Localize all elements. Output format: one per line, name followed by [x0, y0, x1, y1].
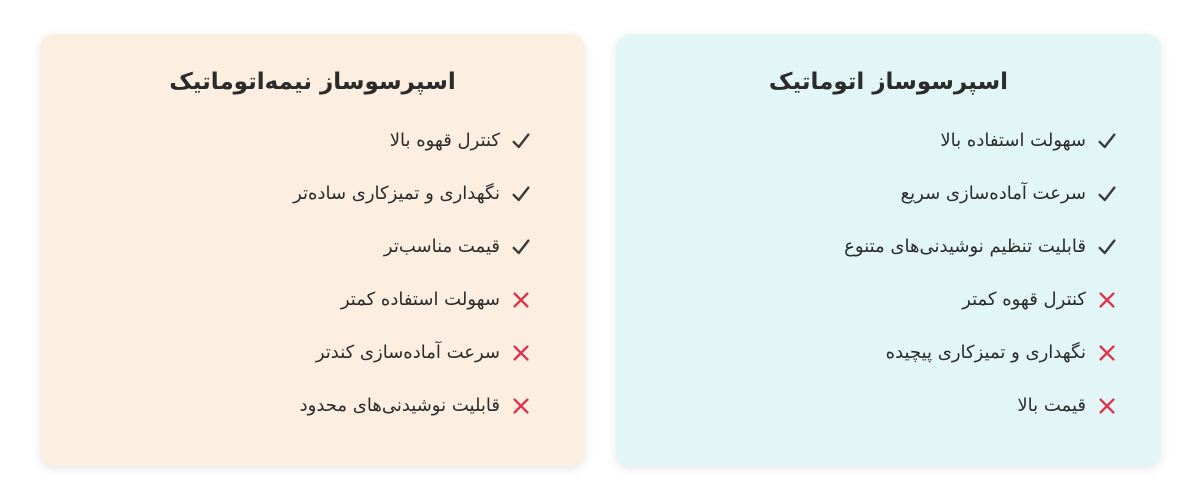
cross-icon	[1096, 395, 1118, 417]
cross-icon	[510, 289, 532, 311]
feature-item	[72, 220, 532, 273]
cross-icon	[510, 395, 532, 417]
check-icon	[1096, 236, 1118, 258]
feature-item	[72, 326, 532, 379]
cross-icon	[510, 342, 532, 364]
feature-text: سرعت آماده‌سازی کندتر	[315, 342, 500, 363]
feature-item	[648, 379, 1118, 432]
check-icon	[1096, 183, 1118, 205]
check-icon	[510, 183, 532, 205]
feature-text: قیمت مناسب‌تر	[383, 236, 500, 257]
feature-item	[648, 167, 1118, 220]
feature-text: قابلیت تنظیم نوشیدنی‌های متنوع	[844, 236, 1086, 257]
feature-text: قابلیت نوشیدنی‌های محدود	[299, 395, 500, 416]
feature-text: سهولت استفاده کمتر	[340, 289, 500, 310]
feature-text: نگهداری و تمیزکاری پیچیده	[885, 342, 1086, 363]
feature-text: سهولت استفاده بالا	[940, 130, 1086, 151]
feature-item	[648, 220, 1118, 273]
feature-item	[72, 114, 532, 167]
feature-item	[648, 114, 1118, 167]
feature-item	[72, 167, 532, 220]
automatic-card	[616, 34, 1161, 466]
feature-item	[648, 273, 1118, 326]
feature-item	[648, 326, 1118, 379]
check-icon	[510, 130, 532, 152]
feature-item	[72, 379, 532, 432]
check-icon	[1096, 130, 1118, 152]
check-icon	[510, 236, 532, 258]
automatic-feature-list	[648, 114, 1129, 432]
feature-item	[72, 273, 532, 326]
feature-text: کنترل قهوه کمتر	[962, 289, 1086, 310]
feature-text: قیمت بالا	[1017, 395, 1086, 416]
semi-automatic-feature-list	[72, 114, 553, 432]
feature-text: نگهداری و تمیزکاری ساده‌تر	[293, 183, 500, 204]
cross-icon	[1096, 342, 1118, 364]
feature-text: کنترل قهوه بالا	[389, 130, 500, 151]
cross-icon	[1096, 289, 1118, 311]
semi-automatic-card	[40, 34, 585, 466]
feature-text: سرعت آماده‌سازی سریع	[900, 183, 1086, 204]
semi-automatic-card-title: اسپرسوساز نیمه‌اتوماتیک	[169, 69, 456, 95]
automatic-card-title: اسپرسوساز اتوماتیک	[768, 69, 1009, 95]
